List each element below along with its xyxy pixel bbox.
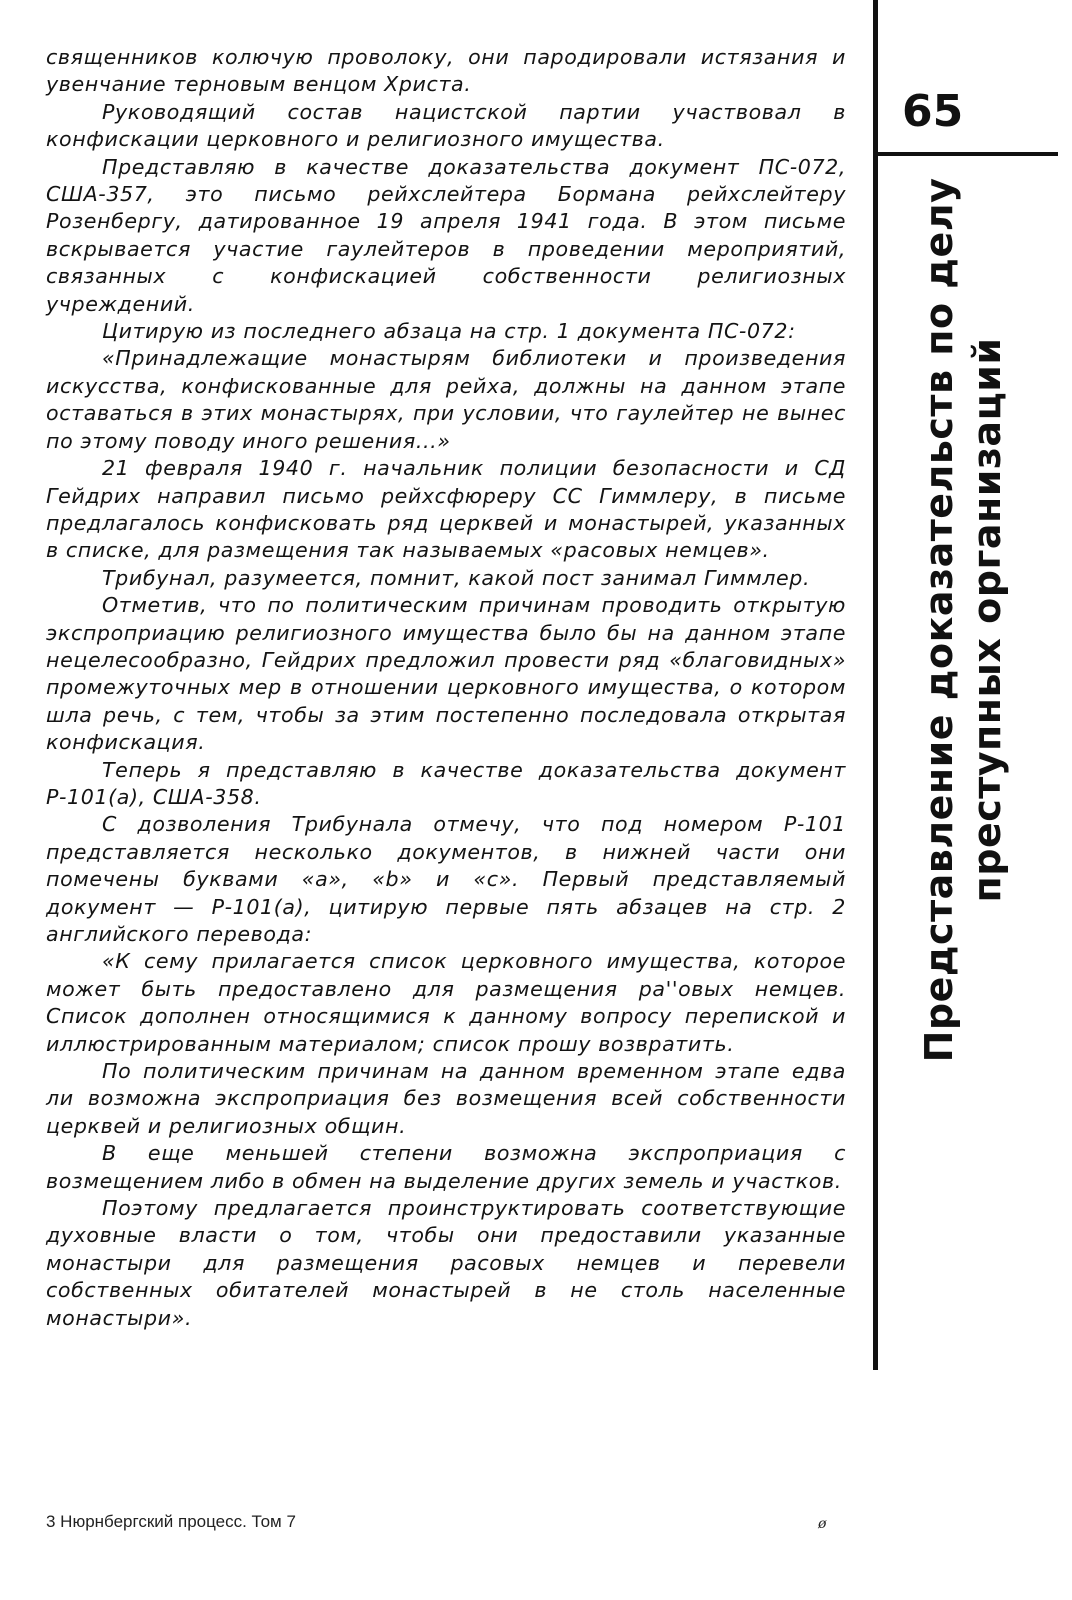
quote-paragraph: «К сему прилагается список церковного имущества, которое может быть предоставлено для размещения ра''овых немцев. Список дополнен относящимися к данному вопросу перепиской и иллюстрированным материалом; список прошу возвратить. — [46, 949, 846, 1056]
footer-mark: ø — [818, 1516, 827, 1532]
paragraph: Представляю в качестве доказательства документ ПС-072, США-357, это письмо рейхслейтера Бормана рейхслейтеру Розенбергу, датированное 19 апреля 1941 года. В этом письме вскрывается участие гаулейтеров в проведении мероприятий, связанных с конфискацией собственности религиозных учреждений. — [46, 154, 846, 316]
running-title — [915, 170, 1011, 1070]
paragraph: Руководящий состав нацистской партии участвовал в конфискации церковного и религиозного имущества. — [46, 99, 846, 152]
paragraph: 21 февраля 1940 г. начальник полиции безопасности и СД Гейдрих направил письмо рейхсфюреру СС Гиммлеру, в письме предлагалось конфисковать ряд церквей и монастырей, указанных в списке, для размещения так называемых «расовых немцев». — [46, 456, 846, 563]
quote-paragraph: В еще меньшей степени возможна экспроприация с возмещением либо в обмен на выделение других земель и участков. — [46, 1141, 846, 1193]
vertical-rule — [873, 0, 878, 1370]
body-text — [46, 44, 846, 1332]
quote-paragraph: Поэтому предлагается проинструктировать соответствующие духовные власти о том, чтобы они предоставили указанные монастыри для размещения расовых немцев и перевели собственных обитателей монастырей в не столь населенные монастыри». — [46, 1196, 846, 1330]
running-title-line-1: Представление доказательств по делу — [917, 177, 961, 1063]
paragraph: Отметив, что по политическим причинам проводить открытую экспроприацию религиозного имущества было бы на данном этапе нецелесообразно, Гейдрих предложил провести ряд «благовидных» промежуточных мер в отношении церковного имущества, о котором шла речь, с тем, чтобы за этим постепенно последовала открытая конфискация. — [46, 593, 846, 755]
quote-paragraph: «Принадлежащие монастырям библиотеки и произведения искусства, конфискованные для рейха, должны на данном этапе оставаться в этих монастырях, при условии, что гаулейтер не вынес по этому поводу иного решения...» — [46, 346, 846, 453]
quote-paragraph: По политическим причинам на данном временном этапе едва ли возможна экспроприация без возмещения всей собственности церквей и религиозных общин. — [46, 1059, 846, 1138]
paragraph: С дозволения Трибунала отмечу, что под номером Р-101 представляется несколько документов, в нижней части они помечены буквами «а», «b» и «с». Первый представляемый документ — Р-101(а), цитирую первые пять абзацев на стр. 2 английского перевода: — [46, 812, 846, 946]
paragraph: Трибунал, разумеется, помнит, какой пост занимал Гиммлер. — [102, 565, 811, 590]
horizontal-rule — [878, 152, 1058, 156]
paragraph: священников колючую проволоку, они пародировали истязания и увенчание терновым венцом Христа. — [46, 45, 846, 97]
running-title-line-2: преступных организаций — [965, 337, 1009, 903]
page-number: 65 — [902, 86, 964, 137]
footer-text: 3 Нюрнбергский процесс. Том 7 — [46, 1512, 296, 1531]
paragraph: Теперь я представляю в качестве доказательства документ Р-101(а), США-358. — [46, 757, 846, 809]
paragraph: Цитирую из последнего абзаца на стр. 1 документа ПС-072: — [102, 319, 796, 344]
